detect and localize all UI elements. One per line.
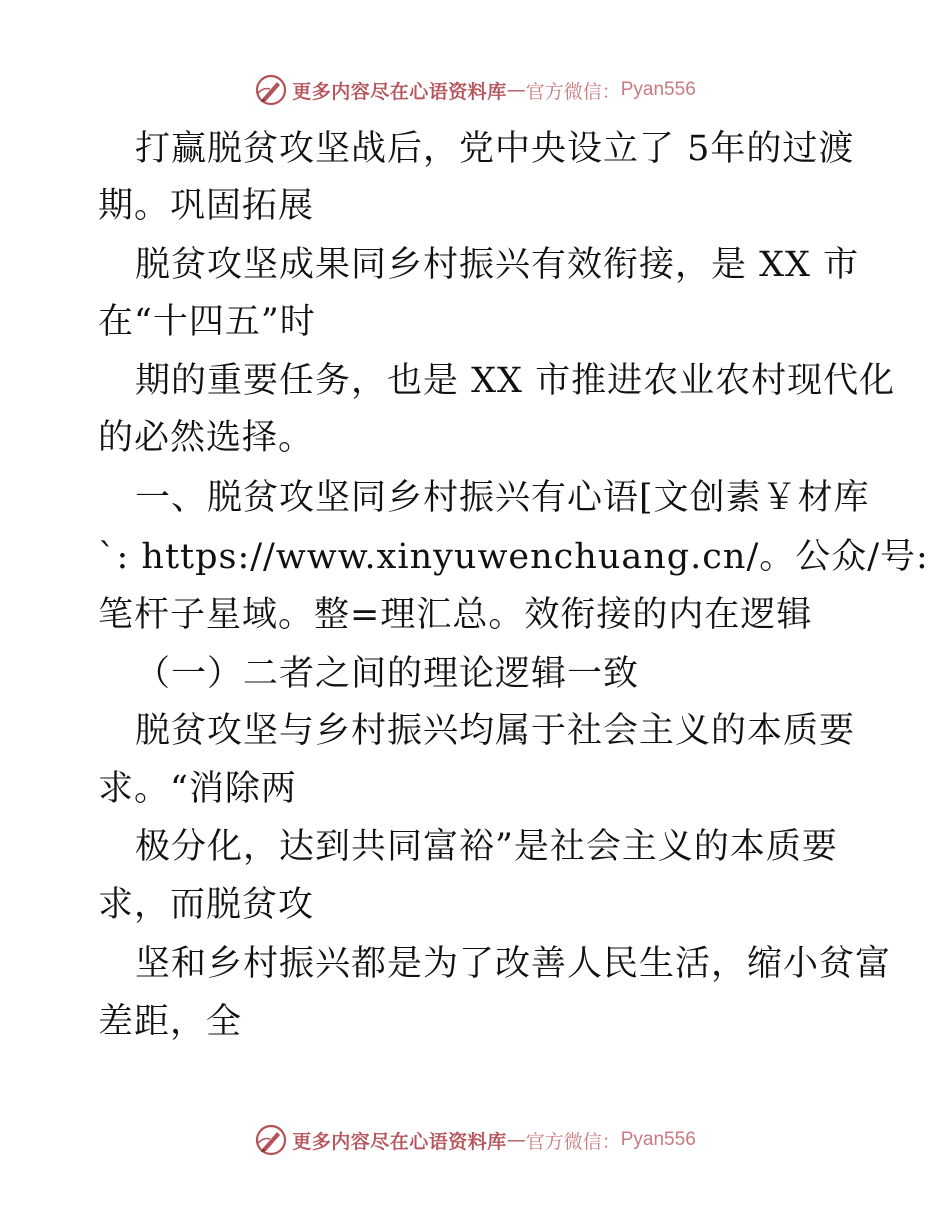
footer-banner[interactable] bbox=[0, 1122, 950, 1158]
text-line: 笔杆子星域。整=理汇总。效衔接的内在逻辑 bbox=[98, 595, 813, 635]
footer-banner-title: 更多内容尽在心语资料库 bbox=[292, 1130, 507, 1153]
text-line: 的必然选择。 bbox=[98, 418, 315, 458]
text-line: 极分化，达到共同富裕”是社会主义的本质要 bbox=[135, 827, 838, 867]
subsection-heading: （一）二者之间的理论逻辑一致 bbox=[135, 654, 640, 694]
text-line: 脱贫攻坚成果同乡村振兴有效衔接，是 XX 市 bbox=[135, 245, 860, 285]
text-line: 求。“消除两 bbox=[98, 769, 297, 809]
pen-circle-logo-icon bbox=[254, 1123, 288, 1157]
text-line: 坚和乡村振兴都是为了改善人民生活，缩小贫富 bbox=[135, 944, 892, 984]
section-heading: 一、脱贫攻坚同乡村振兴有心语[文创素￥材库 bbox=[135, 478, 870, 518]
header-banner[interactable] bbox=[0, 72, 950, 108]
footer-banner-wechat-label: 官方微信： bbox=[525, 1130, 621, 1153]
text-line: 在“十四五”时 bbox=[98, 302, 316, 342]
text-line: 期的重要任务，也是 XX 市推进农业农村现代化 bbox=[135, 361, 896, 401]
text-line: 脱贫攻坚与乡村振兴均属于社会主义的本质要 bbox=[135, 711, 856, 751]
text-line-url[interactable]: `: https://www.xinyuwenchuang.cn/。公众/号: bbox=[98, 537, 929, 577]
banner-wechat-label: 官方微信： bbox=[525, 80, 621, 103]
banner-title: 更多内容尽在心语资料库 bbox=[292, 80, 507, 103]
pen-circle-logo-icon bbox=[254, 73, 288, 107]
text-line: 期。巩固拓展 bbox=[98, 186, 315, 226]
footer-banner-wechat-id: Pyan556 bbox=[620, 1129, 696, 1150]
footer-banner-separator: — bbox=[506, 1129, 526, 1151]
text-line: 差距，全 bbox=[98, 1002, 243, 1042]
text-line: 求，而脱贫攻 bbox=[98, 885, 315, 925]
banner-wechat-id: Pyan556 bbox=[620, 79, 696, 100]
banner-separator: — bbox=[506, 79, 526, 101]
text-line: 打赢脱贫攻坚战后，党中央设立了 5年的过渡 bbox=[135, 129, 855, 169]
